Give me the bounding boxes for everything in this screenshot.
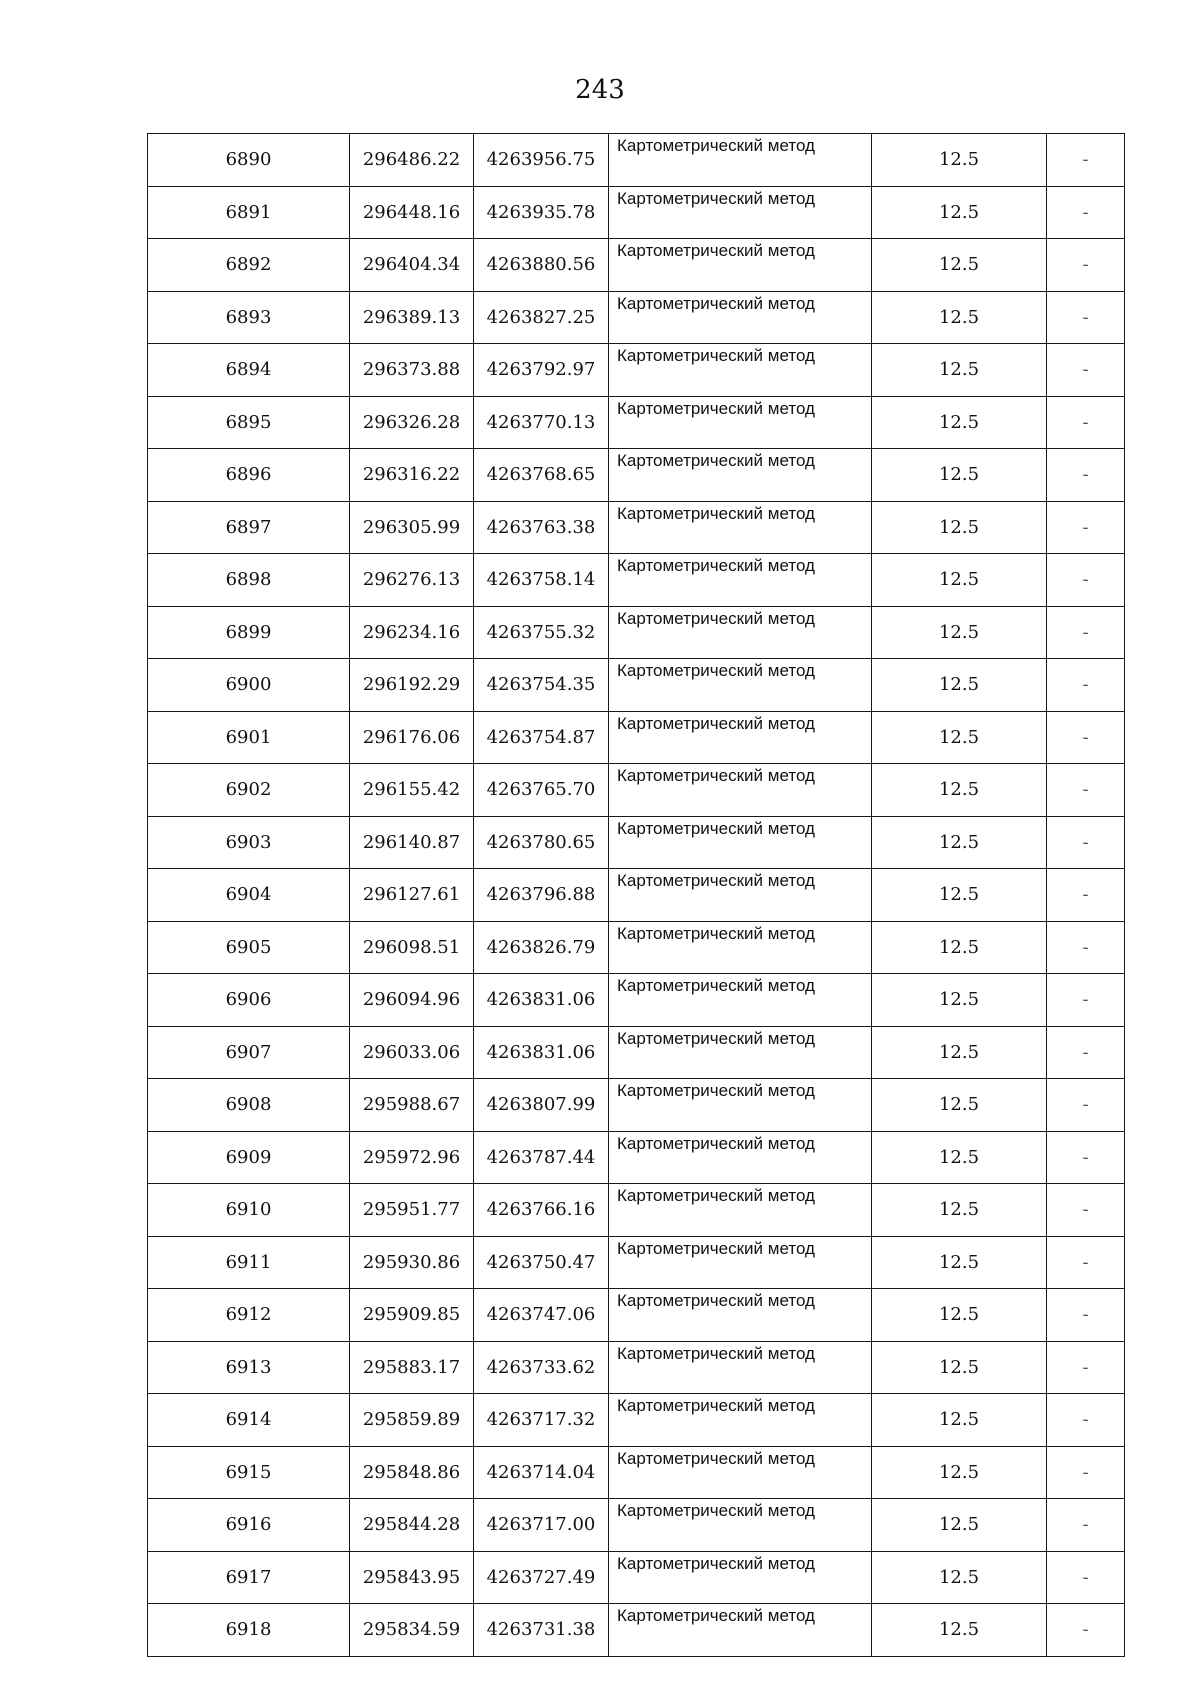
method-cell: Картометрический метод xyxy=(609,711,872,764)
precision-cell: 12.5 xyxy=(872,449,1047,502)
point-number-cell: 6908 xyxy=(148,1079,350,1132)
y-coordinate-cell: 4263831.06 xyxy=(474,974,609,1027)
table-row xyxy=(148,711,1125,764)
method-cell: Картометрический метод xyxy=(609,1341,872,1394)
precision-cell: 12.5 xyxy=(872,869,1047,922)
table-row xyxy=(148,344,1125,397)
note-cell: - xyxy=(1047,1079,1125,1132)
note-cell: - xyxy=(1047,1026,1125,1079)
x-coordinate-cell: 296305.99 xyxy=(350,501,474,554)
point-number-cell: 6907 xyxy=(148,1026,350,1079)
y-coordinate-cell: 4263754.87 xyxy=(474,711,609,764)
point-number-cell: 6896 xyxy=(148,449,350,502)
method-cell: Картометрический метод xyxy=(609,134,872,187)
note-cell: - xyxy=(1047,974,1125,1027)
point-number-cell: 6900 xyxy=(148,659,350,712)
y-coordinate-cell: 4263935.78 xyxy=(474,186,609,239)
point-number-cell: 6912 xyxy=(148,1289,350,1342)
method-cell: Картометрический метод xyxy=(609,974,872,1027)
table-row xyxy=(148,606,1125,659)
point-number-cell: 6891 xyxy=(148,186,350,239)
precision-cell: 12.5 xyxy=(872,1026,1047,1079)
table-row xyxy=(148,1131,1125,1184)
method-cell: Картометрический метод xyxy=(609,764,872,817)
point-number-cell: 6901 xyxy=(148,711,350,764)
y-coordinate-cell: 4263826.79 xyxy=(474,921,609,974)
precision-cell: 12.5 xyxy=(872,606,1047,659)
note-cell: - xyxy=(1047,1499,1125,1552)
point-number-cell: 6914 xyxy=(148,1394,350,1447)
precision-cell: 12.5 xyxy=(872,659,1047,712)
note-cell: - xyxy=(1047,396,1125,449)
table-row xyxy=(148,764,1125,817)
method-cell: Картометрический метод xyxy=(609,344,872,397)
note-cell: - xyxy=(1047,1131,1125,1184)
method-cell: Картометрический метод xyxy=(609,1604,872,1657)
precision-cell: 12.5 xyxy=(872,816,1047,869)
precision-cell: 12.5 xyxy=(872,711,1047,764)
point-number-cell: 6898 xyxy=(148,554,350,607)
precision-cell: 12.5 xyxy=(872,1446,1047,1499)
note-cell: - xyxy=(1047,239,1125,292)
precision-cell: 12.5 xyxy=(872,1604,1047,1657)
precision-cell: 12.5 xyxy=(872,1236,1047,1289)
note-cell: - xyxy=(1047,1236,1125,1289)
y-coordinate-cell: 4263831.06 xyxy=(474,1026,609,1079)
x-coordinate-cell: 296098.51 xyxy=(350,921,474,974)
table-row xyxy=(148,921,1125,974)
method-cell: Картометрический метод xyxy=(609,501,872,554)
page-number: 243 xyxy=(575,75,625,105)
method-cell: Картометрический метод xyxy=(609,1131,872,1184)
x-coordinate-cell: 295848.86 xyxy=(350,1446,474,1499)
x-coordinate-cell: 295972.96 xyxy=(350,1131,474,1184)
x-coordinate-cell: 295988.67 xyxy=(350,1079,474,1132)
precision-cell: 12.5 xyxy=(872,1551,1047,1604)
note-cell: - xyxy=(1047,869,1125,922)
coordinates-table xyxy=(147,133,1125,1657)
method-cell: Картометрический метод xyxy=(609,396,872,449)
y-coordinate-cell: 4263714.04 xyxy=(474,1446,609,1499)
note-cell: - xyxy=(1047,816,1125,869)
method-cell: Картометрический метод xyxy=(609,554,872,607)
y-coordinate-cell: 4263763.38 xyxy=(474,501,609,554)
point-number-cell: 6906 xyxy=(148,974,350,1027)
y-coordinate-cell: 4263750.47 xyxy=(474,1236,609,1289)
point-number-cell: 6917 xyxy=(148,1551,350,1604)
y-coordinate-cell: 4263787.44 xyxy=(474,1131,609,1184)
precision-cell: 12.5 xyxy=(872,396,1047,449)
note-cell: - xyxy=(1047,554,1125,607)
table-row xyxy=(148,659,1125,712)
table-row xyxy=(148,1289,1125,1342)
method-cell: Картометрический метод xyxy=(609,291,872,344)
precision-cell: 12.5 xyxy=(872,1131,1047,1184)
y-coordinate-cell: 4263956.75 xyxy=(474,134,609,187)
x-coordinate-cell: 296127.61 xyxy=(350,869,474,922)
x-coordinate-cell: 296316.22 xyxy=(350,449,474,502)
table-row xyxy=(148,501,1125,554)
note-cell: - xyxy=(1047,921,1125,974)
y-coordinate-cell: 4263780.65 xyxy=(474,816,609,869)
note-cell: - xyxy=(1047,449,1125,502)
y-coordinate-cell: 4263731.38 xyxy=(474,1604,609,1657)
x-coordinate-cell: 296448.16 xyxy=(350,186,474,239)
table-row xyxy=(148,974,1125,1027)
x-coordinate-cell: 296276.13 xyxy=(350,554,474,607)
table-row xyxy=(148,134,1125,187)
y-coordinate-cell: 4263758.14 xyxy=(474,554,609,607)
table-row xyxy=(148,291,1125,344)
note-cell: - xyxy=(1047,711,1125,764)
y-coordinate-cell: 4263792.97 xyxy=(474,344,609,397)
point-number-cell: 6909 xyxy=(148,1131,350,1184)
x-coordinate-cell: 296094.96 xyxy=(350,974,474,1027)
y-coordinate-cell: 4263755.32 xyxy=(474,606,609,659)
precision-cell: 12.5 xyxy=(872,501,1047,554)
note-cell: - xyxy=(1047,1446,1125,1499)
point-number-cell: 6904 xyxy=(148,869,350,922)
x-coordinate-cell: 296404.34 xyxy=(350,239,474,292)
precision-cell: 12.5 xyxy=(872,344,1047,397)
y-coordinate-cell: 4263727.49 xyxy=(474,1551,609,1604)
precision-cell: 12.5 xyxy=(872,1341,1047,1394)
y-coordinate-cell: 4263807.99 xyxy=(474,1079,609,1132)
x-coordinate-cell: 296140.87 xyxy=(350,816,474,869)
precision-cell: 12.5 xyxy=(872,239,1047,292)
point-number-cell: 6893 xyxy=(148,291,350,344)
point-number-cell: 6911 xyxy=(148,1236,350,1289)
precision-cell: 12.5 xyxy=(872,1394,1047,1447)
point-number-cell: 6915 xyxy=(148,1446,350,1499)
note-cell: - xyxy=(1047,186,1125,239)
y-coordinate-cell: 4263880.56 xyxy=(474,239,609,292)
table-row xyxy=(148,816,1125,869)
y-coordinate-cell: 4263717.00 xyxy=(474,1499,609,1552)
method-cell: Картометрический метод xyxy=(609,1551,872,1604)
x-coordinate-cell: 296373.88 xyxy=(350,344,474,397)
precision-cell: 12.5 xyxy=(872,1079,1047,1132)
method-cell: Картометрический метод xyxy=(609,816,872,869)
table-row xyxy=(148,1341,1125,1394)
method-cell: Картометрический метод xyxy=(609,1026,872,1079)
y-coordinate-cell: 4263770.13 xyxy=(474,396,609,449)
table-row xyxy=(148,1184,1125,1237)
method-cell: Картометрический метод xyxy=(609,1394,872,1447)
precision-cell: 12.5 xyxy=(872,291,1047,344)
note-cell: - xyxy=(1047,344,1125,397)
note-cell: - xyxy=(1047,1551,1125,1604)
table-row xyxy=(148,1079,1125,1132)
coordinates-table-body xyxy=(148,134,1125,1657)
point-number-cell: 6910 xyxy=(148,1184,350,1237)
y-coordinate-cell: 4263733.62 xyxy=(474,1341,609,1394)
precision-cell: 12.5 xyxy=(872,134,1047,187)
note-cell: - xyxy=(1047,1289,1125,1342)
note-cell: - xyxy=(1047,606,1125,659)
point-number-cell: 6899 xyxy=(148,606,350,659)
method-cell: Картометрический метод xyxy=(609,869,872,922)
method-cell: Картометрический метод xyxy=(609,449,872,502)
point-number-cell: 6902 xyxy=(148,764,350,817)
table-row xyxy=(148,1236,1125,1289)
table-row xyxy=(148,1394,1125,1447)
note-cell: - xyxy=(1047,1184,1125,1237)
x-coordinate-cell: 295843.95 xyxy=(350,1551,474,1604)
x-coordinate-cell: 296389.13 xyxy=(350,291,474,344)
precision-cell: 12.5 xyxy=(872,1499,1047,1552)
method-cell: Картометрический метод xyxy=(609,1446,872,1499)
x-coordinate-cell: 296155.42 xyxy=(350,764,474,817)
x-coordinate-cell: 295834.59 xyxy=(350,1604,474,1657)
x-coordinate-cell: 296192.29 xyxy=(350,659,474,712)
point-number-cell: 6894 xyxy=(148,344,350,397)
point-number-cell: 6890 xyxy=(148,134,350,187)
note-cell: - xyxy=(1047,1394,1125,1447)
table-row xyxy=(148,1551,1125,1604)
precision-cell: 12.5 xyxy=(872,554,1047,607)
table-row xyxy=(148,1446,1125,1499)
y-coordinate-cell: 4263827.25 xyxy=(474,291,609,344)
method-cell: Картометрический метод xyxy=(609,186,872,239)
x-coordinate-cell: 296486.22 xyxy=(350,134,474,187)
method-cell: Картометрический метод xyxy=(609,659,872,712)
point-number-cell: 6903 xyxy=(148,816,350,869)
note-cell: - xyxy=(1047,764,1125,817)
x-coordinate-cell: 296176.06 xyxy=(350,711,474,764)
table-row xyxy=(148,1604,1125,1657)
precision-cell: 12.5 xyxy=(872,974,1047,1027)
table-row xyxy=(148,186,1125,239)
y-coordinate-cell: 4263747.06 xyxy=(474,1289,609,1342)
x-coordinate-cell: 296234.16 xyxy=(350,606,474,659)
x-coordinate-cell: 295883.17 xyxy=(350,1341,474,1394)
x-coordinate-cell: 295859.89 xyxy=(350,1394,474,1447)
point-number-cell: 6892 xyxy=(148,239,350,292)
x-coordinate-cell: 295909.85 xyxy=(350,1289,474,1342)
precision-cell: 12.5 xyxy=(872,1289,1047,1342)
y-coordinate-cell: 4263768.65 xyxy=(474,449,609,502)
precision-cell: 12.5 xyxy=(872,764,1047,817)
table-row xyxy=(148,396,1125,449)
table-row xyxy=(148,869,1125,922)
y-coordinate-cell: 4263754.35 xyxy=(474,659,609,712)
method-cell: Картометрический метод xyxy=(609,1079,872,1132)
y-coordinate-cell: 4263796.88 xyxy=(474,869,609,922)
x-coordinate-cell: 296033.06 xyxy=(350,1026,474,1079)
y-coordinate-cell: 4263766.16 xyxy=(474,1184,609,1237)
table-row xyxy=(148,554,1125,607)
precision-cell: 12.5 xyxy=(872,921,1047,974)
precision-cell: 12.5 xyxy=(872,1184,1047,1237)
note-cell: - xyxy=(1047,1604,1125,1657)
note-cell: - xyxy=(1047,659,1125,712)
method-cell: Картометрический метод xyxy=(609,1289,872,1342)
table-row xyxy=(148,239,1125,292)
method-cell: Картометрический метод xyxy=(609,239,872,292)
table-row xyxy=(148,449,1125,502)
point-number-cell: 6895 xyxy=(148,396,350,449)
note-cell: - xyxy=(1047,291,1125,344)
point-number-cell: 6905 xyxy=(148,921,350,974)
table-row xyxy=(148,1499,1125,1552)
precision-cell: 12.5 xyxy=(872,186,1047,239)
note-cell: - xyxy=(1047,1341,1125,1394)
x-coordinate-cell: 295951.77 xyxy=(350,1184,474,1237)
method-cell: Картометрический метод xyxy=(609,606,872,659)
point-number-cell: 6918 xyxy=(148,1604,350,1657)
note-cell: - xyxy=(1047,134,1125,187)
point-number-cell: 6916 xyxy=(148,1499,350,1552)
x-coordinate-cell: 295930.86 xyxy=(350,1236,474,1289)
method-cell: Картометрический метод xyxy=(609,921,872,974)
y-coordinate-cell: 4263717.32 xyxy=(474,1394,609,1447)
method-cell: Картометрический метод xyxy=(609,1236,872,1289)
x-coordinate-cell: 296326.28 xyxy=(350,396,474,449)
method-cell: Картометрический метод xyxy=(609,1184,872,1237)
y-coordinate-cell: 4263765.70 xyxy=(474,764,609,817)
method-cell: Картометрический метод xyxy=(609,1499,872,1552)
note-cell: - xyxy=(1047,501,1125,554)
table-row xyxy=(148,1026,1125,1079)
point-number-cell: 6913 xyxy=(148,1341,350,1394)
x-coordinate-cell: 295844.28 xyxy=(350,1499,474,1552)
point-number-cell: 6897 xyxy=(148,501,350,554)
